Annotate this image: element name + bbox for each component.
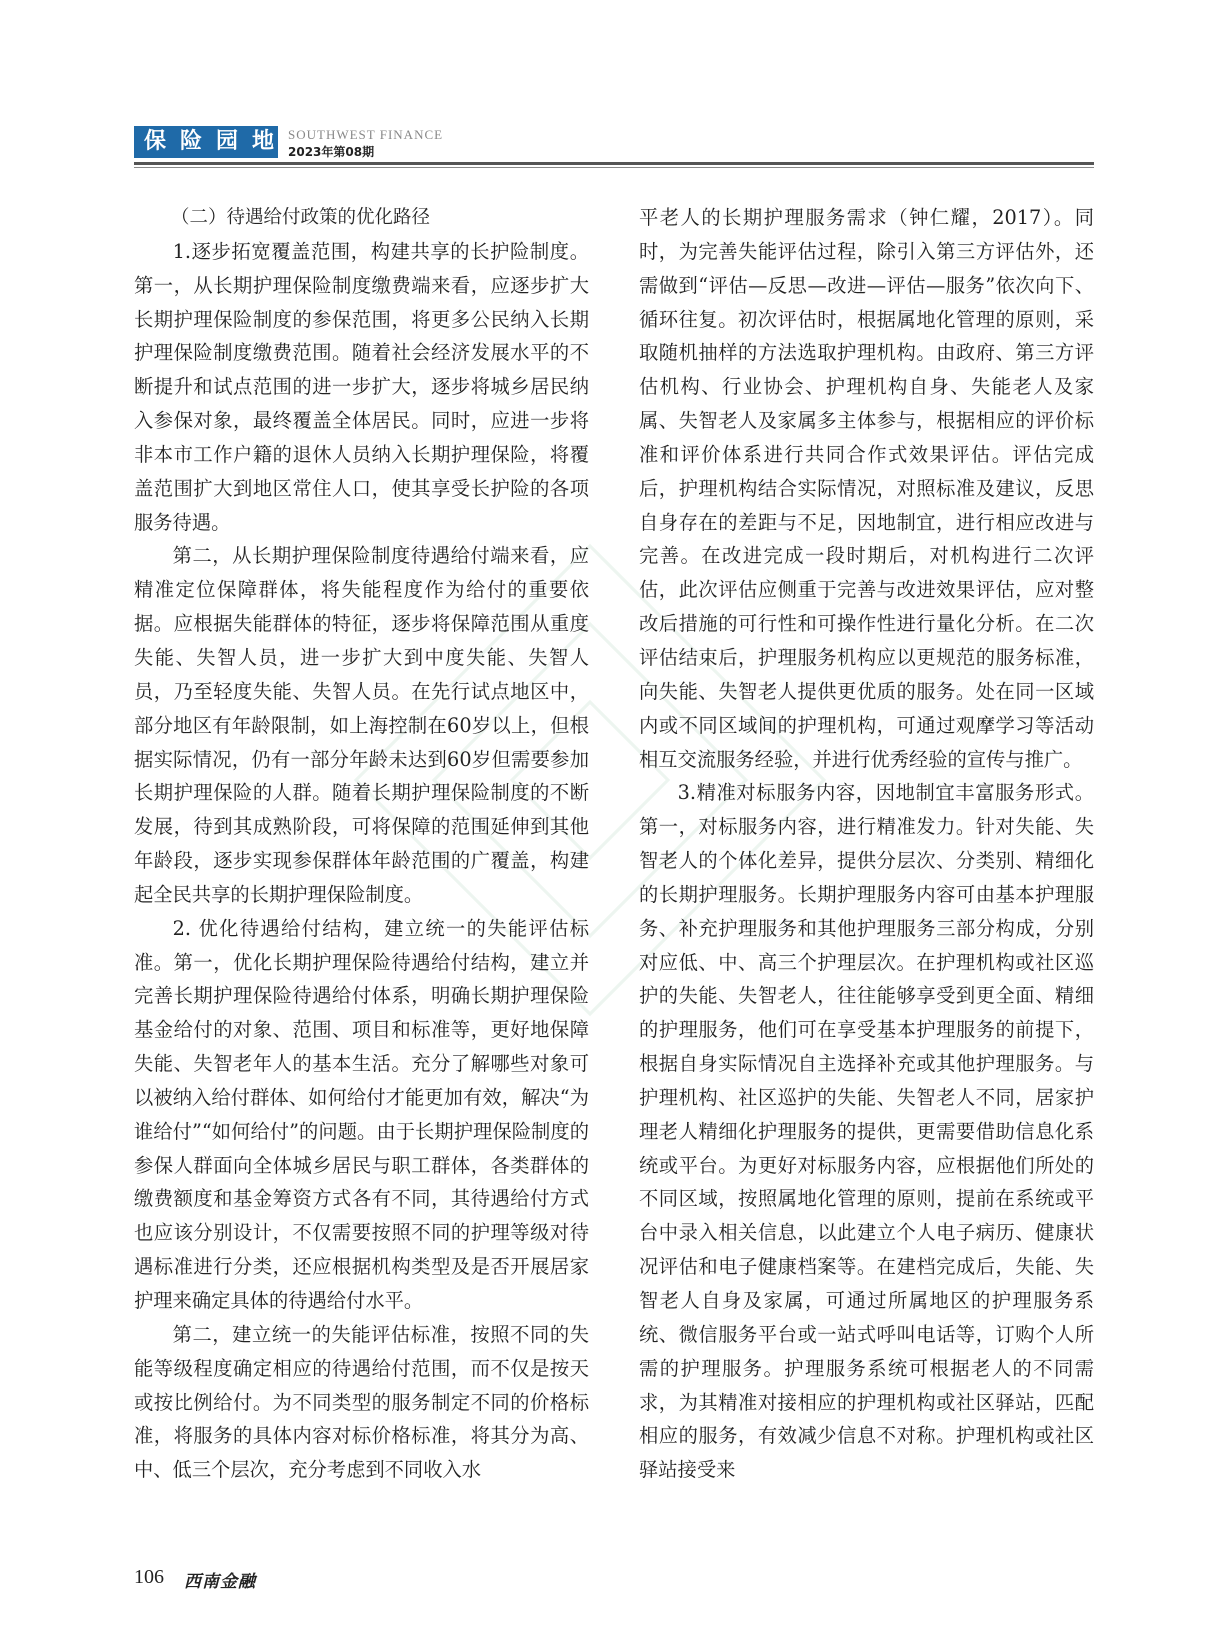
journal-chinese-name: 西南金融: [184, 1572, 256, 1592]
issue-label: 2023年第08期: [288, 145, 375, 159]
section-title: 保险园地: [134, 126, 278, 158]
body-paragraph: 1.逐步拓宽覆盖范围，构建共享的长护险制度。第一，从长期护理保险制度缴费端来看，应逐步扩大长期护理保险制度的参保范围，将更多公民纳入长期护理保险制度缴费范围。随着社会经济发展水平的不断提升和试点范围的进一步扩大，逐步将城乡居民纳入参保对象，最终覆盖全体居民。同时，应进一步将非本市工作户籍的退休人员纳入长期护理保险，将覆盖范围扩大到地区常住人口，使其享受长护险的各项服务待遇。: [134, 239, 589, 534]
journal-english-name: SOUTHWEST FINANCE: [288, 127, 444, 142]
page-header: [134, 126, 1094, 176]
header-rule: [134, 162, 1094, 165]
right-column: [639, 201, 1094, 1487]
body-paragraph: 第二，建立统一的失能评估标准，按照不同的失能等级程度确定相应的待遇给付范围，而不仅是按天或按比例给付。为不同类型的服务制定不同的价格标准，将服务的具体内容对标价格标准，将其分为高、中、低三个层次，充分考虑到不同收入水: [134, 1322, 589, 1482]
body-paragraph: 2. 优化待遇给付结构，建立统一的失能评估标准。第一，优化长期护理保险待遇给付结构，建立并完善长期护理保险待遇给付体系，明确长期护理保险基金给付的对象、范围、项目和标准等，更好地保障失能、失智老年人的基本生活。充分了解哪些对象可以被纳入给付群体、如何给付才能更加有效，解决“为谁给付”“如何给付”的问题。由于长期护理保险制度的参保人群面向全体城乡居民与职工群体，各类群体的缴费额度和基金筹资方式各有不同，其待遇给付方式也应该分别设计，不仅需要按照不同的护理等级对待遇标准进行分类，还应根据机构类型及是否开展居家护理来确定具体的待遇给付水平。: [134, 916, 589, 1312]
body-paragraph-continued: 平老人的长期护理服务需求（钟仁耀，2017）。同时，为完善失能评估过程，除引入第三方评估外，还需做到“评估—反思—改进—评估—服务”依次向下、循环往复。初次评估时，根据属地化管理的原则，采取随机抽样的方法选取护理机构。由政府、第三方评估机构、行业协会、护理机构自身、失能老人及家属、失智老人及家属多主体参与，根据相应的评价标准和评价体系进行共同合作式效果评估。评估完成后，护理机构结合实际情况，对照标准及建议，反思自身存在的差距与不足，因地制宜，进行相应改进与完善。在改进完成一段时期后，对机构进行二次评估，此次评估应侧重于完善与改进效果评估，应对整改后措施的可行性和可操作性进行量化分析。在二次评估结束后，护理服务机构应以更规范的服务标准，向失能、失智老人提供更优质的服务。处在同一区域内或不同区域间的护理机构，可通过观摩学习等活动相互交流服务经验，并进行优秀经验的宣传与推广。: [639, 206, 1094, 771]
header-rule-thin: [134, 167, 1094, 168]
body-paragraph: 第二，从长期护理保险制度待遇给付端来看，应精准定位保障群体，将失能程度作为给付的重要依据。应根据失能群体的特征，逐步将保障范围从重度失能、失智人员，进一步扩大到中度失能、失智人员，乃至轻度失能、失智人员。在先行试点地区中，部分地区有年龄限制，如上海控制在60岁以上，但根据实际情况，仍有一部分年龄未达到60岁但需要参加长期护理保险的人群。随着长期护理保险制度的不断发展，待到其成熟阶段，可将保障的范围延伸到其他年龄段，逐步实现参保群体年龄范围的广覆盖，构建起全民共享的长期护理保险制度。: [134, 544, 589, 906]
left-column: [134, 201, 589, 1487]
section-subheading: （二）待遇给付政策的优化路径: [171, 207, 431, 228]
body-paragraph: 3.精准对标服务内容，因地制宜丰富服务形式。第一，对标服务内容，进行精准发力。针对失能、失智老人的个体化差异，提供分层次、分类别、精细化的长期护理服务。长期护理服务内容可由基本护理服务、补充护理服务和其他护理服务三部分构成，分别对应低、中、高三个护理层次。在护理机构或社区巡护的失能、失智老人，往往能够享受到更全面、精细的护理服务，他们可在享受基本护理服务的前提下，根据自身实际情况自主选择补充或其他护理服务。与护理机构、社区巡护的失能、失智老人不同，居家护理老人精细化护理服务的提供，更需要借助信息化系统或平台。为更好对标服务内容，应根据他们所处的不同区域，按照属地化管理的原则，提前在系统或平台中录入相关信息，以此建立个人电子病历、健康状况评估和电子健康档案等。在建档完成后，失能、失智老人自身及家属，可通过所属地区的护理服务系统、微信服务平台或一站式呼叫电话等，订购个人所需的护理服务。护理服务系统可根据老人的不同需求，为其精准对接相应的护理机构或社区驿站，匹配相应的服务，有效减少信息不对称。护理机构或社区驿站接受来: [639, 781, 1094, 1482]
page-number: 106: [134, 1566, 164, 1588]
